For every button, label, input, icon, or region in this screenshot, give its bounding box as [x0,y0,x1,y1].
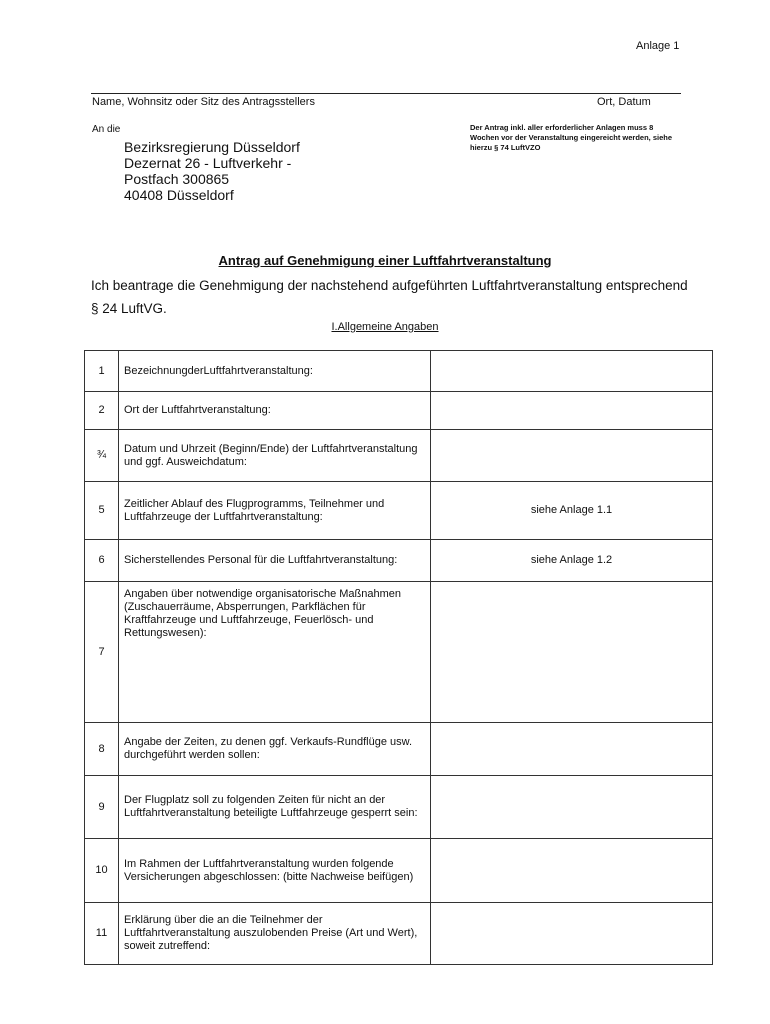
recipient-prefix: An die [92,124,121,135]
row-label: Erklärung über die an die Teilnehmer der Luftfahrtveranstaltung auszulobenden Preise (Art und Wert), soweit zutreffend: [119,903,431,965]
row-value-field[interactable] [431,351,713,392]
row-label: Zeitlicher Ablauf des Flugprogramms, Teilnehmer und Luftfahrzeuge der Luftfahrtveranstaltung: [119,482,431,540]
submission-note: Der Antrag inkl. aller erforderlicher Anlagen muss 8 Wochen vor der Veranstaltung eingereicht werden, siehe hierzu § 74 LuftVZO [470,123,673,152]
recipient-address [124,139,300,203]
row-value-field[interactable] [431,839,713,903]
table-row [85,482,713,540]
table-row [85,540,713,582]
row-number: 10 [85,839,119,903]
row-number: 8 [85,723,119,776]
address-line: 40408 Düsseldorf [124,187,234,203]
table-row [85,723,713,776]
address-line: Bezirksregierung Düsseldorf [124,139,300,155]
annex-label: Anlage 1 [636,40,680,52]
row-label: Im Rahmen der Luftfahrtveranstaltung wurden folgende Versicherungen abgeschlossen: (bitte Nachweise beifügen) [119,839,431,903]
row-number: 1 [85,351,119,392]
row-value-field[interactable]: siehe Anlage 1.2 [431,540,713,582]
row-number: 11 [85,903,119,965]
row-label: Ort der Luftfahrtveranstaltung: [119,392,431,430]
row-number: 5 [85,482,119,540]
application-table [84,350,713,965]
table-row [85,582,713,723]
intro-text: Ich beantrage die Genehmigung der nachstehend aufgeführten Luftfahrtveranstaltung entsprechend § 24 LuftVG. [91,278,688,316]
row-label: Sicherstellendes Personal für die Luftfahrtveranstaltung: [119,540,431,582]
row-number: 7 [85,582,119,723]
row-value-field[interactable] [431,582,713,723]
table-row [85,351,713,392]
row-value-field[interactable] [431,430,713,482]
address-line: Postfach 300865 [124,171,230,187]
signature-line [91,93,681,94]
section-heading: I.Allgemeine Angaben [331,321,439,333]
row-value-field[interactable]: siehe Anlage 1.1 [431,482,713,540]
table-row [85,392,713,430]
address-line: Dezernat 26 - Luftverkehr - [124,155,292,171]
form-title: Antrag auf Genehmigung einer Luftfahrtveranstaltung [218,253,552,268]
row-label: Angabe der Zeiten, zu denen ggf. Verkaufs-Rundflüge usw. durchgeführt werden sollen: [119,723,431,776]
row-number: 9 [85,776,119,839]
table-row [85,839,713,903]
row-value-field[interactable] [431,903,713,965]
row-value-field[interactable] [431,723,713,776]
row-label: Der Flugplatz soll zu folgenden Zeiten für nicht an der Luftfahrtveranstaltung beteiligte Luftfahrzeuge gesperrt sein: [119,776,431,839]
table-row [85,430,713,482]
place-date-label: Ort, Datum [597,96,651,108]
row-number: 6 [85,540,119,582]
row-label: BezeichnungderLuftfahrtveranstaltung: [119,351,431,392]
row-value-field[interactable] [431,392,713,430]
table-row [85,903,713,965]
row-number: 2 [85,392,119,430]
applicant-name-label: Name, Wohnsitz oder Sitz des Antragsstellers [92,96,315,108]
row-label: Datum und Uhrzeit (Beginn/Ende) der Luftfahrtveranstaltung und ggf. Ausweichdatum: [119,430,431,482]
row-label: Angaben über notwendige organisatorische Maßnahmen (Zuschauerräume, Absperrungen, Parkflächen für Kraftfahrzeuge und Luftfahrzeuge, Feuerlösch- und Rettungswesen): [119,582,431,723]
row-value-field[interactable] [431,776,713,839]
table-row [85,776,713,839]
row-number: ¾ [85,430,119,482]
